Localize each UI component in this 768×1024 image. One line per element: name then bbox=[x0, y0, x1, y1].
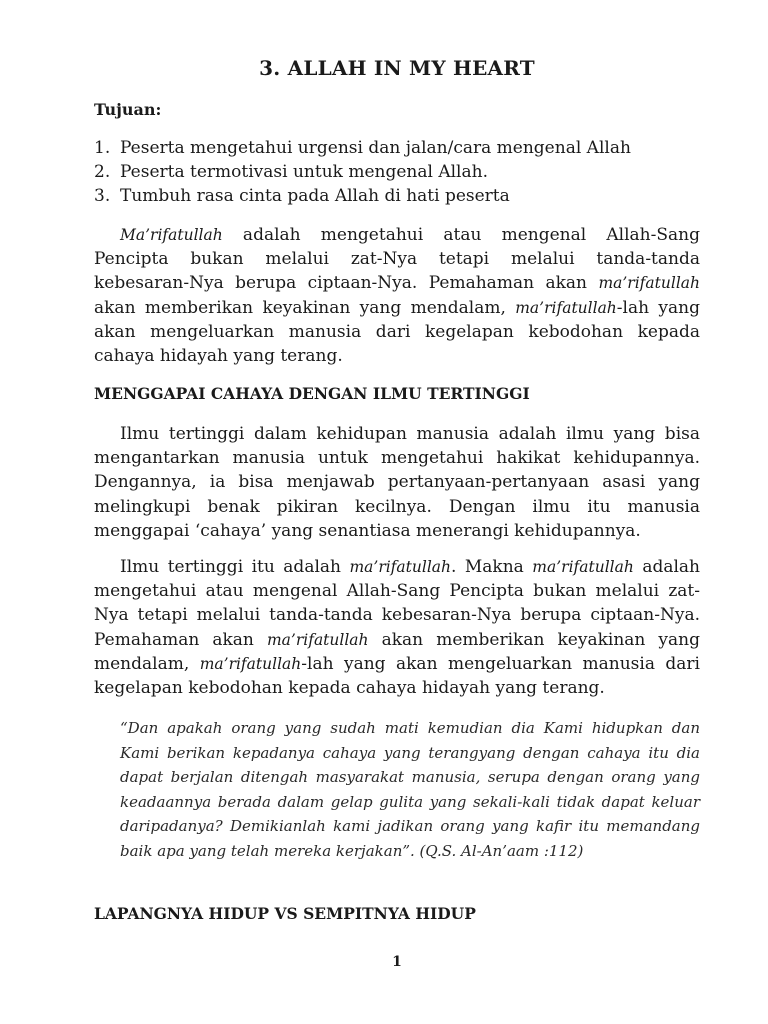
intro-text: adalah mengetahui atau mengenal Allah-Sang Pencipta bukan melalui zat-Nya tetapi melalui tanda-tanda kebesaran-Nya berupa ciptaan-Nya. Pemahaman akan bbox=[94, 225, 700, 294]
intro-term: Ma’rifatullah bbox=[120, 226, 223, 244]
list-item bbox=[94, 136, 700, 160]
list-text: Peserta mengetahui urgensi dan jalan/cara mengenal Allah bbox=[120, 138, 631, 158]
para-text: . Makna bbox=[451, 557, 533, 577]
page-title: 3. ALLAH IN MY HEART bbox=[259, 56, 535, 80]
intro-text: -lah yang akan mengeluarkan manusia dari kegelapan kebodohan kepada cahaya hidayah yang terang. bbox=[94, 297, 700, 367]
para-text: -lah yang akan mengeluarkan manusia dari kegelapan kebodohan kepada cahaya hidayah yang terang. bbox=[94, 653, 700, 699]
intro-text: akan memberikan keyakinan yang mendalam, bbox=[94, 297, 516, 318]
intro-term: ma’rifatullah bbox=[515, 298, 617, 317]
list-text: Peserta termotivasi untuk mengenal Allah. bbox=[120, 162, 488, 182]
page-number: 1 bbox=[392, 954, 402, 970]
para-term: ma’rifatullah bbox=[199, 654, 302, 673]
para-term: ma’rifatullah bbox=[266, 630, 369, 649]
para-text: adalah mengetahui atau mengenal Allah-Sang Pencipta bukan melalui zat-Nya tetapi melalui tanda-tanda kebesaran-Nya berupa ciptaan-Nya. Pemahaman akan bbox=[94, 557, 701, 650]
section-heading: MENGGAPAI CAHAYA DENGAN ILMU TERTINGGI bbox=[94, 384, 530, 403]
section-heading: LAPANGNYA HIDUP VS SEMPITNYA HIDUP bbox=[94, 904, 476, 923]
para-term: ma’rifatullah bbox=[349, 558, 452, 576]
para-text: Ilmu tertinggi itu adalah bbox=[120, 557, 350, 577]
list-number: 3. bbox=[94, 186, 111, 206]
list-item bbox=[94, 184, 700, 208]
body-paragraph bbox=[94, 555, 700, 700]
goals-label: Tujuan: bbox=[94, 100, 162, 119]
body-paragraph: Ilmu tertinggi dalam kehidupan manusia adalah ilmu yang bisa mengantarkan manusia untuk mengetahui hakikat kehidupannya. Dengannya, ia bisa menjawab pertanyaan-pertanyaan asasi yang melingkupi benak pikiran kecilnya. Dengan ilmu itu manusia menggapai ‘cahaya’ yang senantiasa menerangi kehidupannya. bbox=[94, 424, 700, 541]
list-number: 2. bbox=[94, 162, 111, 182]
goals-list bbox=[94, 136, 700, 208]
para-text: akan memberikan keyakinan yang mendalam, bbox=[94, 629, 700, 674]
quran-quote: “Dan apakah orang yang sudah mati kemudian dia Kami hidupkan dan Kami berikan kepadanya cahaya yang terangyang dengan cahaya itu dia dapat berjalan ditengah masyarakat manusia, serupa dengan orang yang keadaannya berada dalam gelap gulita yang sekali-kali tidak dapat keluar daripadanya? Demikianlah kami jadikan orang yang kafir itu memandang baik apa yang telah mereka kerjakan”. (Q.S. Al-An’aam :112) bbox=[120, 719, 700, 860]
intro-paragraph bbox=[94, 223, 700, 368]
list-item bbox=[94, 160, 700, 184]
list-number: 1. bbox=[94, 138, 111, 158]
list-text: Tumbuh rasa cinta pada Allah di hati peserta bbox=[120, 186, 510, 206]
intro-term: ma’rifatullah bbox=[598, 274, 700, 293]
para-term: ma’rifatullah bbox=[532, 558, 634, 576]
